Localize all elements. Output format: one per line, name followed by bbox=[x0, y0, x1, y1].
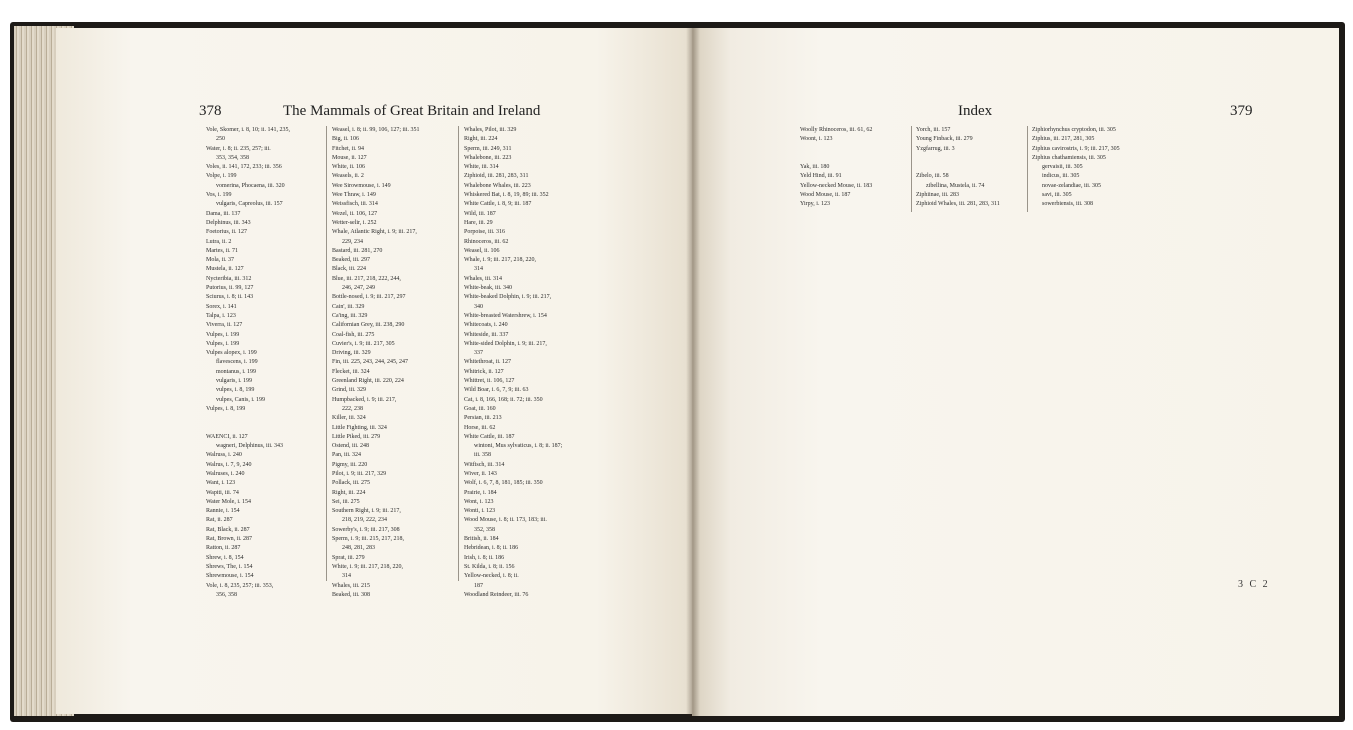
index-entry: White, i. 9; iii. 217, 218, 220, bbox=[332, 563, 403, 570]
index-entry: Whittret, ii. 106, 127 bbox=[464, 378, 515, 385]
index-entry: Voles, ii. 141, 172, 233; iii. 356 bbox=[206, 164, 282, 171]
index-entry: Talpa, i. 123 bbox=[206, 312, 236, 319]
index-entry: 229, 234 bbox=[342, 238, 363, 245]
index-entry: Yeld Hind, iii. 91 bbox=[800, 173, 842, 180]
index-entry: Zibelo, iii. 58 bbox=[916, 173, 949, 180]
index-column-right-2 bbox=[916, 126, 1000, 210]
index-entry: Vulpes, i. 8, 199 bbox=[206, 405, 246, 412]
index-entry: Nycteribia, iii. 312 bbox=[206, 275, 252, 282]
right-page-number: 379 bbox=[1230, 103, 1253, 119]
index-entry: White, ii. 106 bbox=[332, 164, 365, 171]
index-entry: vulpes, Canis, i. 199 bbox=[216, 396, 265, 403]
index-column-left-2 bbox=[332, 126, 420, 600]
signature-mark: 3 C 2 bbox=[1238, 579, 1270, 590]
index-entry: wagneri, Delphinus, iii. 343 bbox=[216, 443, 283, 450]
index-entry: Vole, i. 8, 235, 257; iii. 353, bbox=[206, 582, 274, 589]
index-entry: Rhinoceros, iii. 62 bbox=[464, 238, 509, 245]
index-entry: novae-zelandiae, iii. 305 bbox=[1042, 182, 1101, 189]
index-entry: Southern Right, i. 9; iii. 217, bbox=[332, 508, 401, 515]
index-entry: 356, 358 bbox=[216, 591, 237, 598]
index-entry: Wolf, i. 6, 7, 8, 181, 185; iii. 350 bbox=[464, 480, 543, 487]
index-entry: Big, ii. 106 bbox=[332, 136, 360, 143]
column-rule bbox=[458, 126, 459, 581]
index-entry: Beaked, iii. 308 bbox=[332, 591, 370, 598]
index-entry: Sperm, iii. 249, 311 bbox=[464, 145, 512, 152]
index-entry: Ca'ing, iii. 329 bbox=[332, 312, 368, 319]
index-entry: Woodland Reindeer, iii. 76 bbox=[464, 591, 529, 598]
index-column-right-1 bbox=[800, 126, 872, 210]
index-entry: Whitrick, ii. 127 bbox=[464, 368, 504, 375]
index-column-right-3 bbox=[1032, 126, 1120, 210]
index-entry: Wild Boar, i. 6, 7, 9; iii. 63 bbox=[464, 387, 529, 394]
index-entry: zibellina, Mustela, ii. 74 bbox=[926, 182, 985, 189]
index-entry: Ratton, ii. 287 bbox=[206, 545, 241, 552]
index-entry: St. Kilda, i. 8; ii. 156 bbox=[464, 563, 515, 570]
index-entry: Whales, Pilot, iii. 329 bbox=[464, 127, 517, 133]
index-entry: Right, iii. 224 bbox=[332, 489, 366, 496]
index-entry: 246, 247, 249 bbox=[342, 285, 375, 292]
index-entry: Beaked, iii. 297 bbox=[332, 257, 370, 264]
index-entry: 248, 281, 283 bbox=[342, 545, 375, 552]
index-entry: Woolly Rhinoceros, iii. 61, 62 bbox=[800, 127, 873, 133]
index-entry: Wee Sirowmouse, i. 149 bbox=[332, 182, 391, 189]
index-entry: Pollack, iii. 275 bbox=[332, 480, 370, 487]
index-entry: Wonti, i. 123 bbox=[464, 508, 496, 515]
index-entry: Wood Mouse, ii. 187 bbox=[800, 192, 851, 199]
index-entry: Delphinus, iii. 343 bbox=[206, 219, 251, 226]
index-entry: Whitethroat, ii. 127 bbox=[464, 359, 511, 366]
right-running-title: Index bbox=[958, 103, 993, 119]
index-entry: Lutra, ii. 2 bbox=[206, 238, 232, 245]
index-entry: British, ii. 184 bbox=[464, 536, 499, 543]
index-column-left-3 bbox=[464, 126, 562, 600]
index-entry: Sprat, iii. 279 bbox=[332, 554, 365, 561]
index-entry: Foetorius, ii. 127 bbox=[206, 229, 248, 236]
index-entry: Walruss, i. 240 bbox=[206, 452, 242, 459]
index-entry: Ostend, iii. 248 bbox=[332, 443, 369, 450]
index-entry: Weasel, ii. 106 bbox=[464, 247, 500, 254]
index-entry: Putorius, ii. 99, 127 bbox=[206, 285, 254, 292]
index-entry: Flecket, iii. 324 bbox=[332, 368, 370, 375]
index-entry: Fitchet, ii. 94 bbox=[332, 145, 364, 152]
index-entry: Wood Mouse, i. 8; ii. 173, 183; iii. bbox=[464, 517, 547, 524]
index-entry: Weasels, ii. 2 bbox=[332, 173, 364, 180]
index-entry: White Cattle, i. 8, 9; iii. 187 bbox=[464, 201, 532, 208]
index-entry: Witfisch, iii. 314 bbox=[464, 461, 505, 468]
index-entry: White Cattle, iii. 187 bbox=[464, 433, 515, 440]
index-entry: Ziphius, iii. 217, 281, 305 bbox=[1032, 136, 1095, 143]
index-entry: Whiskered Bat, i. 8, 19, 89; iii. 352 bbox=[464, 192, 549, 199]
index-entry: Mola, ii. 37 bbox=[206, 257, 234, 264]
column-rule bbox=[911, 126, 912, 212]
index-entry: Rat, Black, ii. 287 bbox=[206, 526, 250, 533]
index-entry: Coal-fish, iii. 275 bbox=[332, 331, 375, 338]
index-entry: Sorex, i. 141 bbox=[206, 303, 237, 310]
index-entry: Shrew, i. 8, 154 bbox=[206, 554, 244, 561]
index-entry: gervaisii, iii. 305 bbox=[1042, 164, 1083, 171]
index-entry: Dama, iii. 137 bbox=[206, 210, 241, 217]
index-entry: Martes, ii. 71 bbox=[206, 247, 238, 254]
index-entry: flavescens, i. 199 bbox=[216, 359, 258, 366]
index-entry: Pan, iii. 324 bbox=[332, 452, 362, 459]
index-entry: Wont, i. 123 bbox=[464, 498, 494, 505]
index-entry: Sperm, i. 9; iii. 215, 217, 218, bbox=[332, 536, 404, 543]
index-entry: Whale, Atlantic Right, i. 9; iii. 217, bbox=[332, 229, 417, 236]
index-entry: Ziphiinae, iii. 283 bbox=[916, 192, 959, 199]
index-entry bbox=[800, 154, 872, 163]
index-entry: Whales, iii. 314 bbox=[464, 275, 502, 282]
index-entry: White, iii. 314 bbox=[464, 164, 499, 171]
index-entry: Vos, i. 199 bbox=[206, 192, 232, 199]
index-entry: Vole, Skomer, i. 8, 10; ii. 141, 235, bbox=[206, 127, 290, 133]
index-entry: sowerbiensis, iii. 308 bbox=[1042, 201, 1093, 208]
index-entry: Wapiti, iii. 74 bbox=[206, 489, 239, 496]
index-entry: Walrus, i. 7, 9, 240 bbox=[206, 461, 252, 468]
index-entry: Woont, i. 123 bbox=[800, 136, 833, 143]
index-entry: 340 bbox=[474, 303, 483, 310]
index-entry: Yirpy, i. 123 bbox=[800, 201, 830, 208]
index-entry: vulgaris, i. 199 bbox=[216, 378, 252, 385]
index-entry: Weasel, i. 8; ii. 99, 106, 127; iii. 351 bbox=[332, 127, 420, 133]
index-entry: wintoni, Mus sylvaticus, i. 8; ii. 187; bbox=[474, 443, 563, 450]
index-entry: Yellow-necked Mouse, ii. 183 bbox=[800, 182, 873, 189]
index-entry: Little Fighting, iii. 324 bbox=[332, 424, 387, 431]
index-entry: Rat, ii. 287 bbox=[206, 517, 233, 524]
index-entry: Mouse, ii. 127 bbox=[332, 154, 367, 161]
index-entry: savi, iii. 305 bbox=[1042, 192, 1072, 199]
index-entry: WAENCI, ii. 127 bbox=[206, 433, 248, 440]
index-entry: Irish, i. 8; ii. 186 bbox=[464, 554, 505, 561]
index-entry: Whalebone, iii. 223 bbox=[464, 154, 512, 161]
index-entry bbox=[206, 424, 290, 433]
index-entry: White-beaked Dolphin, i. 9; iii. 217, bbox=[464, 294, 552, 301]
index-entry: indicus, iii. 305 bbox=[1042, 173, 1080, 180]
index-entry: 337 bbox=[474, 350, 483, 357]
index-entry: Water Mole, i. 154 bbox=[206, 498, 252, 505]
index-entry: Weissfisch, iii. 314 bbox=[332, 201, 378, 208]
index-entry: Californian Grey, iii. 238, 290 bbox=[332, 322, 405, 329]
index-entry: Volpe, i. 199 bbox=[206, 173, 237, 180]
index-entry: Humpbacked, i. 9; iii. 217, bbox=[332, 396, 397, 403]
column-rule bbox=[1027, 126, 1028, 212]
index-entry: Goat, iii. 160 bbox=[464, 405, 496, 412]
index-entry: 187 bbox=[474, 582, 483, 589]
left-running-title: The Mammals of Great Britain and Ireland bbox=[283, 103, 541, 119]
index-entry: Sei, iii. 275 bbox=[332, 498, 360, 505]
index-entry: Whales, iii. 215 bbox=[332, 582, 370, 589]
index-entry: 314 bbox=[474, 266, 483, 273]
index-entry: Vulpes, i. 199 bbox=[206, 331, 240, 338]
index-entry: 218, 219, 222, 234 bbox=[342, 517, 387, 524]
index-entry: Rannie, i. 154 bbox=[206, 508, 240, 515]
index-entry: Mustela, ii. 127 bbox=[206, 266, 244, 273]
index-entry: Bastard, iii. 281, 270 bbox=[332, 247, 383, 254]
index-entry bbox=[800, 145, 872, 154]
index-entry: Ziphius chathamiensis, iii. 305 bbox=[1032, 154, 1106, 161]
index-entry: Wild, iii. 187 bbox=[464, 210, 496, 217]
index-entry: vulpes, i. 8, 199 bbox=[216, 387, 255, 394]
index-entry: 314 bbox=[342, 573, 351, 580]
index-entry: 222, 238 bbox=[342, 405, 363, 412]
index-entry: Hebridean, i. 8; ii. 186 bbox=[464, 545, 519, 552]
index-entry: Sowerby's, i. 9; iii. 217, 308 bbox=[332, 526, 400, 533]
book-gutter bbox=[686, 28, 700, 716]
index-entry: Shrewmouse, i. 154 bbox=[206, 573, 254, 580]
index-entry: Grind, iii. 329 bbox=[332, 387, 366, 394]
index-entry: vomerina, Phocaena, iii. 320 bbox=[216, 182, 285, 189]
index-entry: iii. 358 bbox=[474, 452, 492, 459]
index-entry: Wiver, ii. 143 bbox=[464, 470, 497, 477]
index-entry: Pilot, i. 9; iii. 217, 329 bbox=[332, 470, 387, 477]
index-entry: Right, iii. 224 bbox=[464, 136, 498, 143]
index-entry: Driving, iii. 329 bbox=[332, 350, 371, 357]
index-entry: Young Finback, iii. 279 bbox=[916, 136, 973, 143]
index-entry bbox=[916, 154, 1000, 163]
index-entry bbox=[916, 163, 1000, 172]
index-entry: Rat, Brown, ii. 287 bbox=[206, 536, 252, 543]
index-entry: Wee Thraw, i. 149 bbox=[332, 192, 376, 199]
index-entry: Walruses, i. 240 bbox=[206, 470, 245, 477]
index-entry: Whale, i. 9; iii. 217, 218, 220, bbox=[464, 257, 536, 264]
index-entry: Cat, i. 8, 166, 168; ii. 72; iii. 350 bbox=[464, 396, 543, 403]
index-entry: montanus, i. 199 bbox=[216, 368, 256, 375]
index-entry: Persian, iii. 213 bbox=[464, 415, 502, 422]
index-entry: Cuvier's, i. 9; iii. 217, 305 bbox=[332, 340, 395, 347]
index-entry: Shrews, The, i. 154 bbox=[206, 563, 253, 570]
index-entry: Ziphioid Whales, iii. 281, 283, 311 bbox=[916, 201, 1000, 208]
index-entry: Cain', iii. 329 bbox=[332, 303, 365, 310]
index-entry: Whitecoats, i. 240 bbox=[464, 322, 508, 329]
column-rule bbox=[326, 126, 327, 581]
index-entry: Whiteside, iii. 337 bbox=[464, 331, 509, 338]
index-entry: 352, 358 bbox=[474, 526, 495, 533]
index-entry: Want, i. 123 bbox=[206, 480, 236, 487]
index-entry: Black, iii. 224 bbox=[332, 266, 366, 273]
index-entry: Blue, iii. 217, 218, 222, 244, bbox=[332, 275, 401, 282]
index-entry: Sciurus, i. 8; ii. 143 bbox=[206, 294, 254, 301]
index-entry: 353, 354, 358 bbox=[216, 154, 249, 161]
index-entry: Yorch, iii. 157 bbox=[916, 127, 951, 133]
index-entry: Ziphioid, iii. 281, 283, 311 bbox=[464, 173, 529, 180]
index-entry: Killer, iii. 324 bbox=[332, 415, 366, 422]
index-entry: Vulpes, i. 199 bbox=[206, 340, 240, 347]
index-entry: Horse, iii. 62 bbox=[464, 424, 496, 431]
index-entry: Greenland Right, iii. 220, 224 bbox=[332, 378, 404, 385]
index-entry: Water, i. 8; ii. 235, 257; iii. bbox=[206, 145, 271, 152]
index-entry: Yak, iii. 180 bbox=[800, 164, 830, 171]
index-entry bbox=[206, 414, 290, 423]
index-entry: Fin, iii. 225, 243, 244, 245, 247 bbox=[332, 359, 409, 366]
index-entry: Wezel, ii. 106, 127 bbox=[332, 210, 378, 217]
index-entry: vulgaris, Capreolus, iii. 157 bbox=[216, 201, 283, 208]
index-entry: Yellow-necked, i. 8; ii. bbox=[464, 573, 519, 580]
index-entry: Ziphius cavirostris, i. 9; iii. 217, 305 bbox=[1032, 145, 1120, 152]
right-page bbox=[692, 28, 1339, 716]
index-entry: White-breasted Watershrew, i. 154 bbox=[464, 312, 547, 319]
index-entry: Viverra, ii. 127 bbox=[206, 322, 243, 329]
index-entry: Bottle-nosed, i. 9; iii. 217, 297 bbox=[332, 294, 406, 301]
index-entry: White-sided Dolphin, i. 9; iii. 217, bbox=[464, 340, 547, 347]
index-entry: Ziphiorhynchus cryptodon, iii. 305 bbox=[1032, 127, 1116, 133]
index-entry: Whalebone Whales, iii. 223 bbox=[464, 182, 531, 189]
index-entry: Yzgfarrug, iii. 3 bbox=[916, 145, 955, 152]
index-column-left-1 bbox=[206, 126, 290, 600]
index-entry: Pigmy, iii. 220 bbox=[332, 461, 368, 468]
index-entry: Hare, iii. 29 bbox=[464, 219, 493, 226]
index-entry: White-beak, iii. 340 bbox=[464, 285, 512, 292]
index-entry: 250 bbox=[216, 136, 225, 143]
index-entry: Prairie, i. 184 bbox=[464, 489, 497, 496]
index-entry: Little Piked, iii. 279 bbox=[332, 433, 381, 440]
index-entry: Vulpes alopex, i. 199 bbox=[206, 350, 257, 357]
index-entry: Wetter-selir, i. 252 bbox=[332, 219, 377, 226]
left-page-number: 378 bbox=[199, 103, 222, 119]
index-entry: Porpoise, iii. 316 bbox=[464, 229, 506, 236]
